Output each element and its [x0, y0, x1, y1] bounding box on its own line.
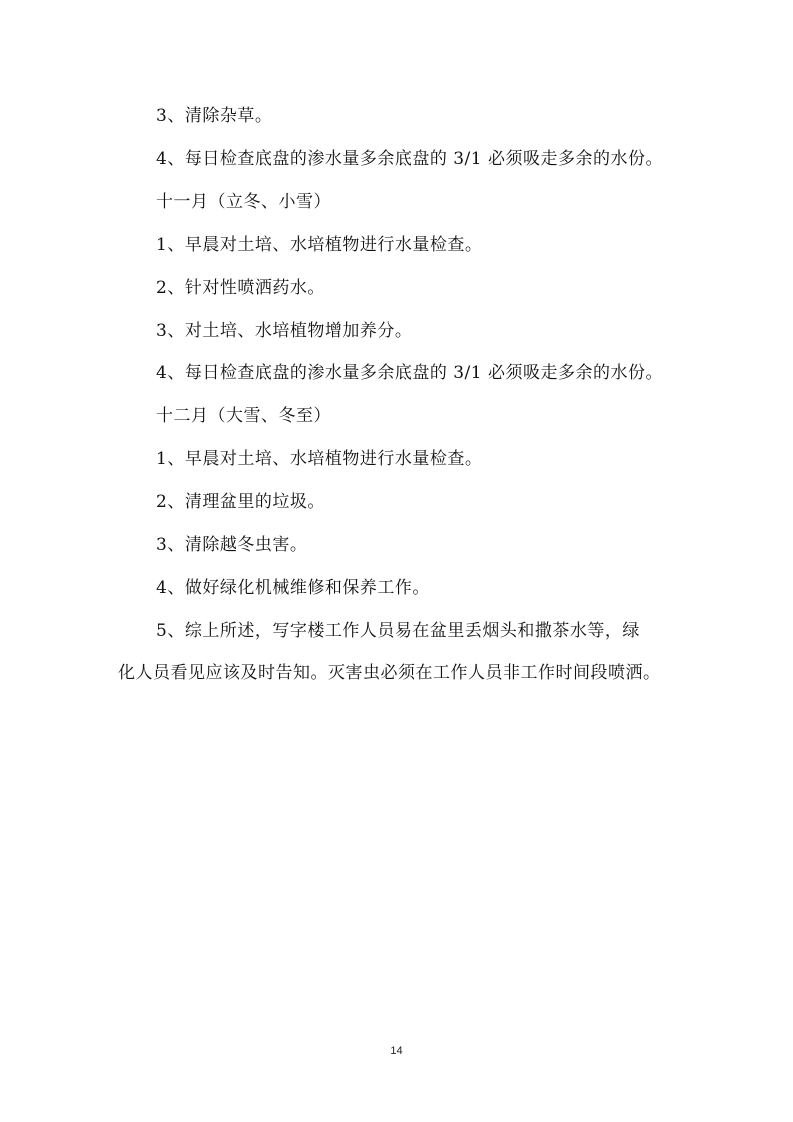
text-line: 1、早晨对土培、水培植物进行水量检查。	[156, 449, 483, 469]
text-line: 3、清除杂草。	[156, 106, 273, 126]
text-line: 2、针对性喷洒药水。	[156, 278, 325, 298]
text-line: 3、对土培、水培植物增加养分。	[156, 321, 413, 341]
text-line: 2、清理盆里的垃圾。	[156, 492, 325, 512]
text-line: 1、早晨对土培、水培植物进行水量检查。	[156, 235, 483, 255]
text-line: 5、综上所述，写字楼工作人员易在盆里丢烟头和撒茶水等，绿	[156, 621, 640, 641]
text-line: 4、做好绿化机械维修和保养工作。	[156, 578, 430, 598]
month-heading-november: 十一月（立冬、小雪）	[156, 192, 331, 212]
text-line: 4、每日检查底盘的渗水量多余底盘的 3/1 必须吸走多余的水份。	[156, 149, 663, 169]
text-line-continuation: 化人员看见应该及时告知。灭害虫必须在工作人员非工作时间段喷洒。	[118, 663, 661, 683]
month-heading-december: 十二月（大雪、冬至）	[156, 406, 331, 426]
text-line: 3、清除越冬虫害。	[156, 535, 308, 555]
text-line: 4、每日检查底盘的渗水量多余底盘的 3/1 必须吸走多余的水份。	[156, 363, 663, 383]
page-number: 14	[390, 1045, 403, 1057]
